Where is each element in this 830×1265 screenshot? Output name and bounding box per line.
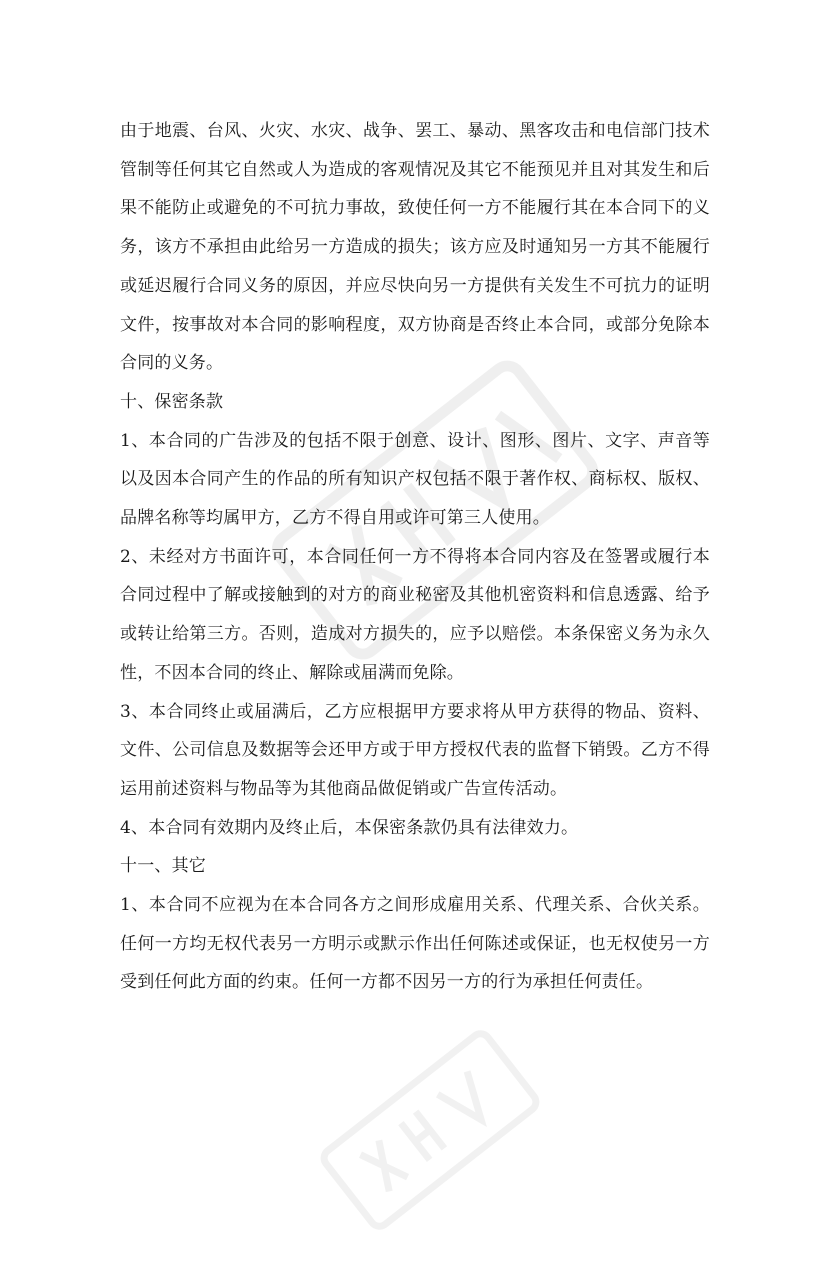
section-heading-confidentiality: 十、保密条款	[120, 391, 224, 412]
section-heading-other: 十一、其它	[120, 856, 206, 877]
clause-10-4: 4、本合同有效期内及终止后，本保密条款仍具有法律效力。	[120, 817, 579, 838]
clause-10-3: 3、本合同终止或届满后，乙方应根据甲方要求将从甲方获得的物品、资料、文件、公司信息及数据等会还甲方或于甲方授权代表的监督下销毁。乙方不得运用前述资料与物品等为其他商品做促销或广告宣传活动。	[120, 701, 710, 799]
clause-11-1: 1、本合同不应视为在本合同各方之间形成雇用关系、代理关系、合伙关系。任何一方均无权代表另一方明示或默示作出任何陈述或保证，也无权使另一方受到任何此方面的约束。任何一方都不因另一方的行为承担任何责任。	[120, 895, 710, 993]
watermark-icon	[284, 995, 575, 1265]
clause-10-1: 1、本合同的广告涉及的包括不限于创意、设计、图形、图片、文字、声音等以及因本合同产生的作品的所有知识产权包括不限于著作权、商标权、版权、品牌名称等均属甲方，乙方不得自用或许可第三人使用。	[120, 430, 710, 529]
force-majeure-paragraph: 由于地震、台风、火灾、水灾、战争、罢工、暴动、黑客攻击和电信部门技术管制等任何其它自然或人为造成的客观情况及其它不能预见并且对其发生和后果不能防止或避免的不可抗力事故，致使任何一方不能履行其在本合同下的义务，该方不承担由此给另一方造成的损失；该方应及时通知另一方其不能履行或延迟履行合同义务的原因，并应尽快向另一方提供有关发生不可抗力的证明文件，按事故对本合同的影响程度，双方协商是否终止本合同，或部分免除本合同的义务。	[120, 121, 710, 374]
document-body	[120, 112, 710, 1002]
clause-10-2: 2、未经对方书面许可，本合同任何一方不得将本合同内容及在签署或履行本合同过程中了解或接触到的对方的商业秘密及其他机密资料和信息透露、给予或转让给第三方。否则，造成对方损失的，应予以赔偿。本条保密义务为永久性，不因本合同的终止、解除或届满而免除。	[120, 546, 710, 683]
